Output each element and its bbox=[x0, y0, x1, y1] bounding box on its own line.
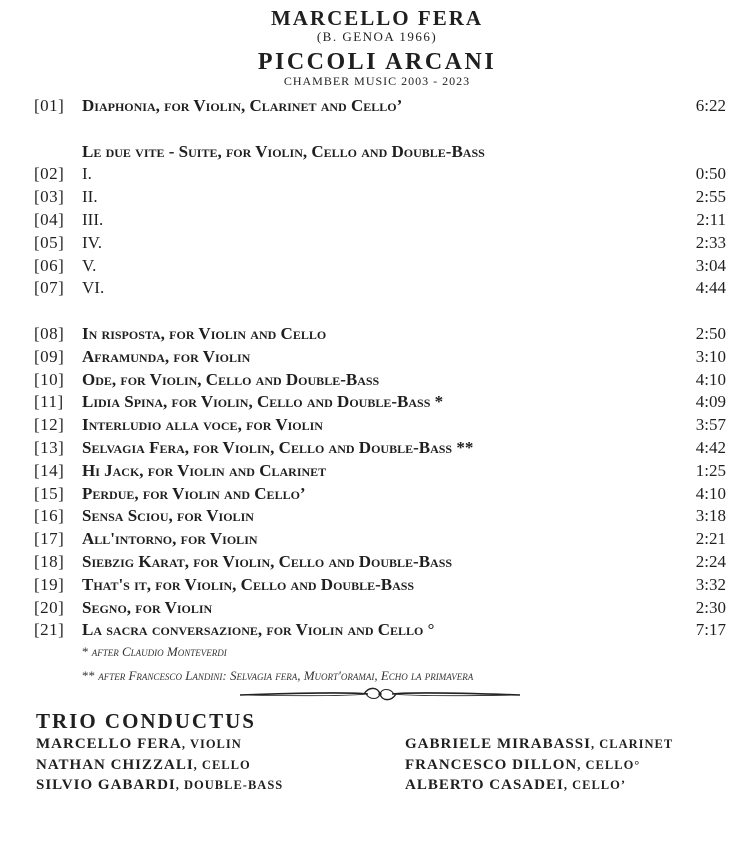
album-title: PICCOLI ARCANI bbox=[257, 49, 497, 75]
track-row bbox=[34, 186, 726, 209]
track-title: Perdue, for Violin and Cello’ bbox=[82, 483, 306, 503]
movement-title: V. bbox=[82, 255, 97, 275]
musician-name: GABRIELE MIRABASSI bbox=[405, 736, 591, 752]
track-number: [07] bbox=[34, 278, 65, 298]
track-title: Interludio alla voce, for Violin bbox=[82, 415, 323, 435]
track-title: Ode, for Violin, Cello and Double-Bass bbox=[82, 369, 380, 389]
track-number: [04] bbox=[34, 209, 65, 229]
musician-entry bbox=[405, 775, 673, 796]
movement-title: I. bbox=[82, 164, 92, 184]
musician-name: FRANCESCO DILLON bbox=[405, 756, 578, 773]
track-title: Diaphonia, for Violin, Clarinet and Cello’ bbox=[82, 96, 403, 115]
track-title: All'intorno, for Violin bbox=[82, 529, 258, 549]
track-number: [15] bbox=[34, 483, 65, 503]
track-duration: 2:50 bbox=[695, 323, 726, 343]
track-number: [10] bbox=[34, 369, 65, 389]
track-row bbox=[34, 209, 726, 232]
musician-entry bbox=[36, 734, 283, 755]
track-number: [21] bbox=[34, 620, 65, 640]
track-row bbox=[34, 551, 726, 574]
track-row bbox=[34, 414, 726, 437]
track-duration: 3:18 bbox=[695, 506, 726, 526]
track-duration: 2:33 bbox=[695, 232, 726, 252]
track-row bbox=[34, 323, 726, 346]
musician-role: , CELLO° bbox=[577, 757, 641, 772]
track-number: [09] bbox=[34, 346, 65, 366]
track-number: [12] bbox=[34, 415, 65, 435]
track-title: Hi Jack, for Violin and Clarinet bbox=[82, 460, 327, 480]
track-title: Siebzig Karat, for Violin, Cello and Double-Bass bbox=[82, 551, 453, 571]
track-duration: 4:10 bbox=[695, 369, 726, 389]
track-row bbox=[34, 95, 726, 118]
track-title: Segno, for Violin bbox=[82, 597, 213, 617]
track-title: In risposta, for Violin and Cello bbox=[82, 323, 327, 343]
track-duration: 3:10 bbox=[695, 346, 726, 366]
composer-name: MARCELLO FERA bbox=[270, 6, 484, 30]
track-title: Aframunda, for Violin bbox=[82, 346, 251, 366]
track-duration: 2:24 bbox=[695, 551, 726, 571]
spacer bbox=[34, 300, 726, 323]
footnote-text: after Francesco Landini: Selvagia fera, Muort'oramai, Echo la primavera bbox=[98, 668, 474, 683]
track-row bbox=[34, 619, 726, 642]
track-row bbox=[34, 346, 726, 369]
ornament-divider-icon bbox=[238, 683, 522, 705]
movement-title: IV. bbox=[82, 232, 102, 252]
musician-role: , VIOLIN bbox=[181, 737, 242, 751]
track-title: Lidia Spina, for Violin, Cello and Double-Bass * bbox=[82, 392, 444, 412]
track-number: [11] bbox=[34, 392, 64, 412]
movement-title: III. bbox=[82, 209, 104, 229]
track-number: [08] bbox=[34, 323, 65, 343]
track-row bbox=[34, 369, 726, 392]
track-list bbox=[34, 95, 726, 642]
track-row bbox=[34, 574, 726, 597]
album-header bbox=[0, 6, 754, 88]
track-number: [14] bbox=[34, 460, 65, 480]
musician-role: , DOUBLE-BASS bbox=[175, 778, 284, 792]
track-duration: 2:55 bbox=[695, 187, 726, 207]
track-number: [01] bbox=[34, 96, 65, 115]
track-row bbox=[34, 505, 726, 528]
track-duration: 4:10 bbox=[695, 483, 726, 503]
musician-role: , CELLO bbox=[193, 757, 251, 772]
movement-title: II. bbox=[82, 187, 98, 207]
footnote-mark: ** bbox=[82, 668, 95, 683]
track-number: [20] bbox=[34, 597, 65, 617]
suite-heading: Le due vite - Suite, for Violin, Cello and Double-Bass bbox=[82, 141, 485, 161]
musician-entry bbox=[405, 734, 673, 755]
musicians-right-column bbox=[405, 734, 673, 796]
track-duration: 4:44 bbox=[695, 278, 726, 298]
track-duration: 3:32 bbox=[695, 574, 726, 594]
track-row bbox=[34, 163, 726, 186]
track-duration: 3:57 bbox=[695, 415, 726, 435]
ensemble-name: TRIO CONDUCTUS bbox=[36, 709, 256, 733]
track-row bbox=[34, 460, 726, 483]
track-row bbox=[34, 528, 726, 551]
track-title: La sacra conversazione, for Violin and Cello ° bbox=[82, 620, 435, 640]
track-row bbox=[34, 391, 726, 414]
track-number: [13] bbox=[34, 437, 65, 457]
musician-entry bbox=[36, 755, 283, 776]
album-subtitle: CHAMBER MUSIC 2003 - 2023 bbox=[283, 74, 471, 88]
track-row bbox=[34, 597, 726, 620]
footnotes bbox=[82, 640, 473, 688]
track-row bbox=[34, 483, 726, 506]
track-duration: 4:09 bbox=[695, 392, 726, 412]
movement-title: VI. bbox=[82, 278, 105, 298]
track-duration: 2:30 bbox=[695, 597, 726, 617]
track-row bbox=[34, 277, 726, 300]
musician-name: MARCELLO FERA bbox=[36, 736, 182, 752]
track-duration: 2:21 bbox=[695, 529, 726, 549]
track-number: [06] bbox=[34, 255, 65, 275]
musician-role: , CELLO’ bbox=[563, 778, 627, 792]
track-duration: 0:50 bbox=[695, 164, 726, 184]
track-title: Selvagia Fera, for Violin, Cello and Double-Bass ** bbox=[82, 437, 474, 457]
track-duration: 1:25 bbox=[695, 460, 726, 480]
footnote-text: after Claudio Monteverdi bbox=[91, 644, 227, 659]
track-number: [18] bbox=[34, 551, 65, 571]
track-duration: 2:11 bbox=[696, 209, 726, 229]
track-duration: 4:42 bbox=[695, 437, 726, 457]
composer-dates: (B. GENOA 1966) bbox=[316, 29, 438, 44]
track-row bbox=[34, 255, 726, 278]
track-number: [05] bbox=[34, 232, 65, 252]
track-title: That's it, for Violin, Cello and Double-Bass bbox=[82, 574, 415, 594]
track-number: [17] bbox=[34, 529, 65, 549]
track-title: Sensa Sciou, for Violin bbox=[82, 506, 254, 526]
track-duration: 3:04 bbox=[695, 255, 726, 275]
track-row bbox=[34, 232, 726, 255]
footnote-mark: * bbox=[82, 644, 89, 659]
musician-name: NATHAN CHIZZALI bbox=[36, 756, 194, 773]
spacer bbox=[34, 118, 726, 141]
musician-entry bbox=[36, 775, 283, 796]
track-number: [02] bbox=[34, 164, 65, 184]
track-number: [19] bbox=[34, 574, 65, 594]
musician-name: SILVIO GABARDI bbox=[36, 777, 176, 793]
musician-entry bbox=[405, 755, 673, 776]
track-number: [16] bbox=[34, 506, 65, 526]
musician-role: , CLARINET bbox=[590, 737, 674, 751]
musicians-left-column bbox=[36, 734, 283, 796]
track-duration: 7:17 bbox=[695, 620, 726, 640]
footnote bbox=[82, 640, 473, 664]
track-number: [03] bbox=[34, 187, 65, 207]
track-duration: 6:22 bbox=[695, 96, 726, 115]
musician-name: ALBERTO CASADEI bbox=[405, 777, 564, 793]
track-row bbox=[34, 437, 726, 460]
